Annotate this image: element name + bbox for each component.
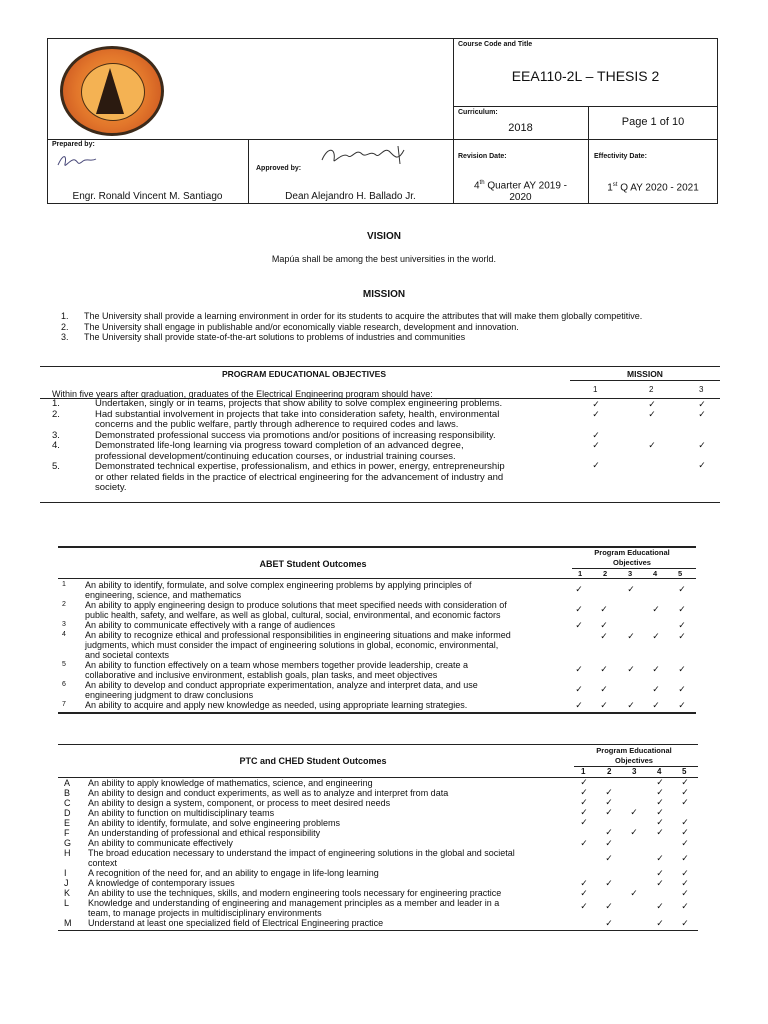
ptc-check: ✓: [656, 817, 664, 827]
mission-list: [61, 311, 741, 343]
peo-intro: Within five years after graduation, graduates of the Electrical Engineering program should have:: [52, 389, 433, 399]
abet-row: 5 An ability to function effectively on a team whose members together provide leadership, create a collaborative and inclusive environment, establish goals, plan tasks, and meet objectives: [62, 660, 469, 680]
approved-signature-icon: [318, 142, 413, 168]
vision-title: VISION: [367, 231, 401, 242]
peo-check: ✓: [592, 440, 600, 450]
abet-check: ✓: [575, 684, 583, 694]
power-pylon-icon: [96, 68, 124, 114]
ptc-check: ✓: [580, 787, 588, 797]
abet-row: 3 An ability to communicate effectively with a range of audiences: [62, 620, 335, 630]
abet-check: ✓: [600, 700, 608, 710]
curriculum-label: Curriculum:: [458, 109, 498, 116]
peo-check: ✓: [648, 409, 656, 419]
peo-row: 4. Demonstrated life-long learning via progress toward completion of an advanced degree, professional development/continuing education courses, or industrial training courses.: [52, 440, 464, 462]
abet-title: ABET Student Outcomes: [259, 559, 367, 569]
ptc-row: I A recognition of the need for, and an ability to engage in life-long learning: [64, 868, 379, 878]
abet-check: ✓: [600, 604, 608, 614]
peo-check: ✓: [592, 460, 600, 470]
ptc-check: ✓: [656, 807, 664, 817]
abet-check: ✓: [600, 620, 608, 630]
ptc-title: PTC and CHED Student Outcomes: [239, 756, 387, 766]
abet-check: ✓: [600, 664, 608, 674]
peo-check: ✓: [698, 440, 706, 450]
ptc-check: ✓: [656, 878, 664, 888]
abet-check: ✓: [575, 620, 583, 630]
mission-item: 2. The University shall engage in publishable and/or economically viable research, development and innovation.: [61, 321, 519, 332]
peo-header-rule: [570, 380, 720, 381]
ptc-check: ✓: [681, 838, 689, 848]
peo-col-header: 3: [699, 385, 704, 394]
ptc-check: ✓: [580, 901, 588, 911]
abet-check: ✓: [600, 684, 608, 694]
ptc-check: ✓: [580, 797, 588, 807]
peo-mission-header: MISSION: [627, 369, 663, 379]
abet-check: ✓: [678, 700, 686, 710]
ptc-check: ✓: [630, 827, 638, 837]
ptc-peo-header: Program Educational Objectives: [596, 746, 672, 765]
page-number: Page 1 of 10: [621, 116, 685, 128]
peo-check: ✓: [592, 399, 600, 409]
ptc-check: ✓: [681, 797, 689, 807]
abet-check: ✓: [575, 604, 583, 614]
ptc-check: ✓: [656, 787, 664, 797]
ptc-check: ✓: [656, 868, 664, 878]
peo-title: PROGRAM EDUCATIONAL OBJECTIVES: [221, 369, 387, 379]
ptc-row: F An understanding of professional and ethical responsibility: [64, 828, 321, 838]
course-code-label: Course Code and Title: [458, 41, 533, 48]
abet-check: ✓: [627, 700, 635, 710]
approved-by-label: Approved by:: [256, 165, 302, 172]
mission-item: 3. The University shall provide state-of-the-art solutions to problems of industries and communities: [61, 332, 466, 342]
course-title: EEA110-2L – THESIS 2: [511, 68, 660, 84]
ptc-check: ✓: [681, 787, 689, 797]
ptc-row: E An ability to identify, formulate, and solve engineering problems: [64, 818, 340, 828]
abet-check: ✓: [627, 631, 635, 641]
ptc-check: ✓: [681, 868, 689, 878]
ptc-check: ✓: [580, 838, 588, 848]
ptc-check: ✓: [656, 777, 664, 787]
abet-check: ✓: [627, 584, 635, 594]
abet-check: ✓: [652, 631, 660, 641]
vision-text: Mapúa shall be among the best universities in the world.: [271, 254, 497, 264]
revision-date-value: 4th Quarter AY 2019 - 2020: [473, 180, 568, 204]
ptc-bottom-rule: [58, 930, 698, 931]
header-divider: [453, 106, 718, 107]
ptc-row: G An ability to communicate effectively: [64, 838, 233, 848]
ptc-check: ✓: [681, 853, 689, 863]
ptc-check: ✓: [656, 901, 664, 911]
peo-bottom-rule: [40, 502, 720, 503]
ptc-check: ✓: [681, 878, 689, 888]
abet-row: 7 An ability to acquire and apply new knowledge as needed, using appropriate learning strategies.: [62, 700, 468, 710]
ptc-check: ✓: [605, 918, 613, 928]
ptc-row: D An ability to function on multidisciplinary teams: [64, 808, 275, 818]
abet-row: 2 An ability to apply engineering design to produce solutions that meet specified needs with consideration of public health, safety, and welfare, as well as global, cultural, social, environmental, and economic factors: [62, 600, 507, 620]
abet-row: 1 An ability to identify, formulate, and solve complex engineering problems by applying principles of engineering, science, and mathematics: [62, 580, 472, 600]
ptc-check: ✓: [605, 853, 613, 863]
ptc-check: ✓: [580, 777, 588, 787]
effectivity-date-label: Effectivity Date:: [594, 153, 647, 160]
abet-check: ✓: [652, 700, 660, 710]
peo-col-header: 1: [593, 385, 598, 394]
curriculum-value: 2018: [508, 122, 533, 134]
ptc-check: ✓: [656, 918, 664, 928]
ptc-check: ✓: [605, 827, 613, 837]
peo-row: 3. Demonstrated professional success via promotions and/or positions of increasing responsibility.: [52, 429, 496, 441]
abet-check: ✓: [678, 684, 686, 694]
approved-name: Dean Alejandro H. Ballado Jr.: [285, 191, 416, 202]
ptc-check: ✓: [681, 918, 689, 928]
abet-row: 4 An ability to recognize ethical and professional responsibilities in engineering situations and make informed judgments, which must consider the impact of engineering solutions in global, economic, environmental, and societal contexts: [62, 630, 511, 660]
peo-top-rule: [40, 366, 720, 367]
ptc-check: ✓: [605, 878, 613, 888]
peo-row: 5. Demonstrated technical expertise, professionalism, and ethics in power, energy, entrepreneurship or other related fields in the practice of electrical engineering for the advancement of industry and society.: [52, 461, 505, 493]
ptc-row: C An ability to design a system, component, or process to meet desired needs: [64, 798, 391, 808]
ptc-check: ✓: [605, 901, 613, 911]
abet-check: ✓: [678, 620, 686, 630]
logo-emblem: [81, 63, 145, 121]
ptc-check: ✓: [580, 807, 588, 817]
ptc-check: ✓: [630, 807, 638, 817]
abet-check: ✓: [678, 584, 686, 594]
abet-check: ✓: [575, 700, 583, 710]
abet-check: ✓: [575, 584, 583, 594]
peo-rows: [52, 399, 572, 494]
ptc-check: ✓: [681, 777, 689, 787]
ptc-check: ✓: [656, 827, 664, 837]
ptc-top-rule: [58, 744, 698, 745]
prepared-name: Engr. Ronald Vincent M. Santiago: [72, 191, 223, 202]
peo-check: ✓: [648, 399, 656, 409]
abet-peo-header: Program Educational Objectives: [594, 548, 670, 567]
prepared-signature-icon: [55, 150, 99, 172]
abet-check: ✓: [652, 664, 660, 674]
ptc-check: ✓: [605, 807, 613, 817]
abet-check: ✓: [600, 631, 608, 641]
ptc-check: ✓: [656, 853, 664, 863]
ptc-row: L Knowledge and understanding of engineering and management principles as a member and leader in a team, to manage projects in multidisciplinary environments: [64, 898, 500, 918]
ptc-check: ✓: [681, 817, 689, 827]
ptc-row: A An ability to apply knowledge of mathematics, science, and engineering: [64, 778, 373, 788]
ptc-check: ✓: [605, 787, 613, 797]
prepared-by-label: Prepared by:: [52, 141, 95, 148]
abet-bottom-rule: [58, 712, 696, 714]
abet-check: ✓: [652, 604, 660, 614]
revision-date-label: Revision Date:: [458, 153, 507, 160]
peo-check: ✓: [698, 460, 706, 470]
abet-check: ✓: [678, 631, 686, 641]
ptc-row: M Understand at least one specialized field of Electrical Engineering practice: [64, 918, 384, 928]
ptc-row: H The broad education necessary to understand the impact of engineering solutions in the global and societal context: [64, 848, 515, 868]
abet-check: ✓: [678, 604, 686, 614]
ptc-row: K An ability to use the techniques, skills, and modern engineering tools necessary for engineering practice: [64, 888, 502, 898]
ptc-rows: [64, 778, 574, 928]
abet-check: ✓: [627, 664, 635, 674]
peo-check: ✓: [698, 399, 706, 409]
peo-check: ✓: [648, 440, 656, 450]
peo-check: ✓: [592, 430, 600, 440]
ptc-check: ✓: [681, 901, 689, 911]
abet-rows: [62, 580, 572, 710]
header-divider: [47, 139, 718, 140]
ptc-check: ✓: [630, 888, 638, 898]
ptc-row: J A knowledge of contemporary issues: [64, 878, 235, 888]
abet-check: ✓: [652, 684, 660, 694]
ptc-check: ✓: [656, 797, 664, 807]
abet-row: 6 An ability to develop and conduct appropriate experimentation, analyze and interpret data, and use engineering judgment to draw conclusions: [62, 680, 478, 700]
university-logo: [60, 46, 164, 136]
mission-item: 1. The University shall provide a learning environment in order for its students to acquire the attributes that will make them globally competitive.: [61, 311, 643, 321]
ptc-check: ✓: [580, 878, 588, 888]
ptc-check: ✓: [681, 827, 689, 837]
ptc-check: ✓: [580, 817, 588, 827]
ptc-check: ✓: [605, 797, 613, 807]
abet-check: ✓: [678, 664, 686, 674]
ptc-check: ✓: [580, 888, 588, 898]
peo-col-header: 2: [649, 385, 654, 394]
mission-title: MISSION: [362, 289, 406, 300]
ptc-check: ✓: [605, 838, 613, 848]
peo-row: 1. Undertaken, singly or in teams, projects that show ability to solve complex engineering problems.: [52, 398, 503, 409]
peo-check: ✓: [592, 409, 600, 419]
ptc-check: ✓: [681, 888, 689, 898]
abet-header-bottom-rule: [58, 578, 696, 579]
abet-check: ✓: [575, 664, 583, 674]
ptc-row: B An ability to design and conduct experiments, as well as to analyze and interpret from data: [64, 788, 449, 798]
peo-row: 2. Had substantial involvement in projects that take into consideration safety, health, environmental concerns and the public welfare, partly through adherence to required codes and laws.: [52, 408, 500, 430]
peo-check: ✓: [698, 409, 706, 419]
effectivity-date-value: 1st Q AY 2020 - 2021: [607, 182, 699, 194]
